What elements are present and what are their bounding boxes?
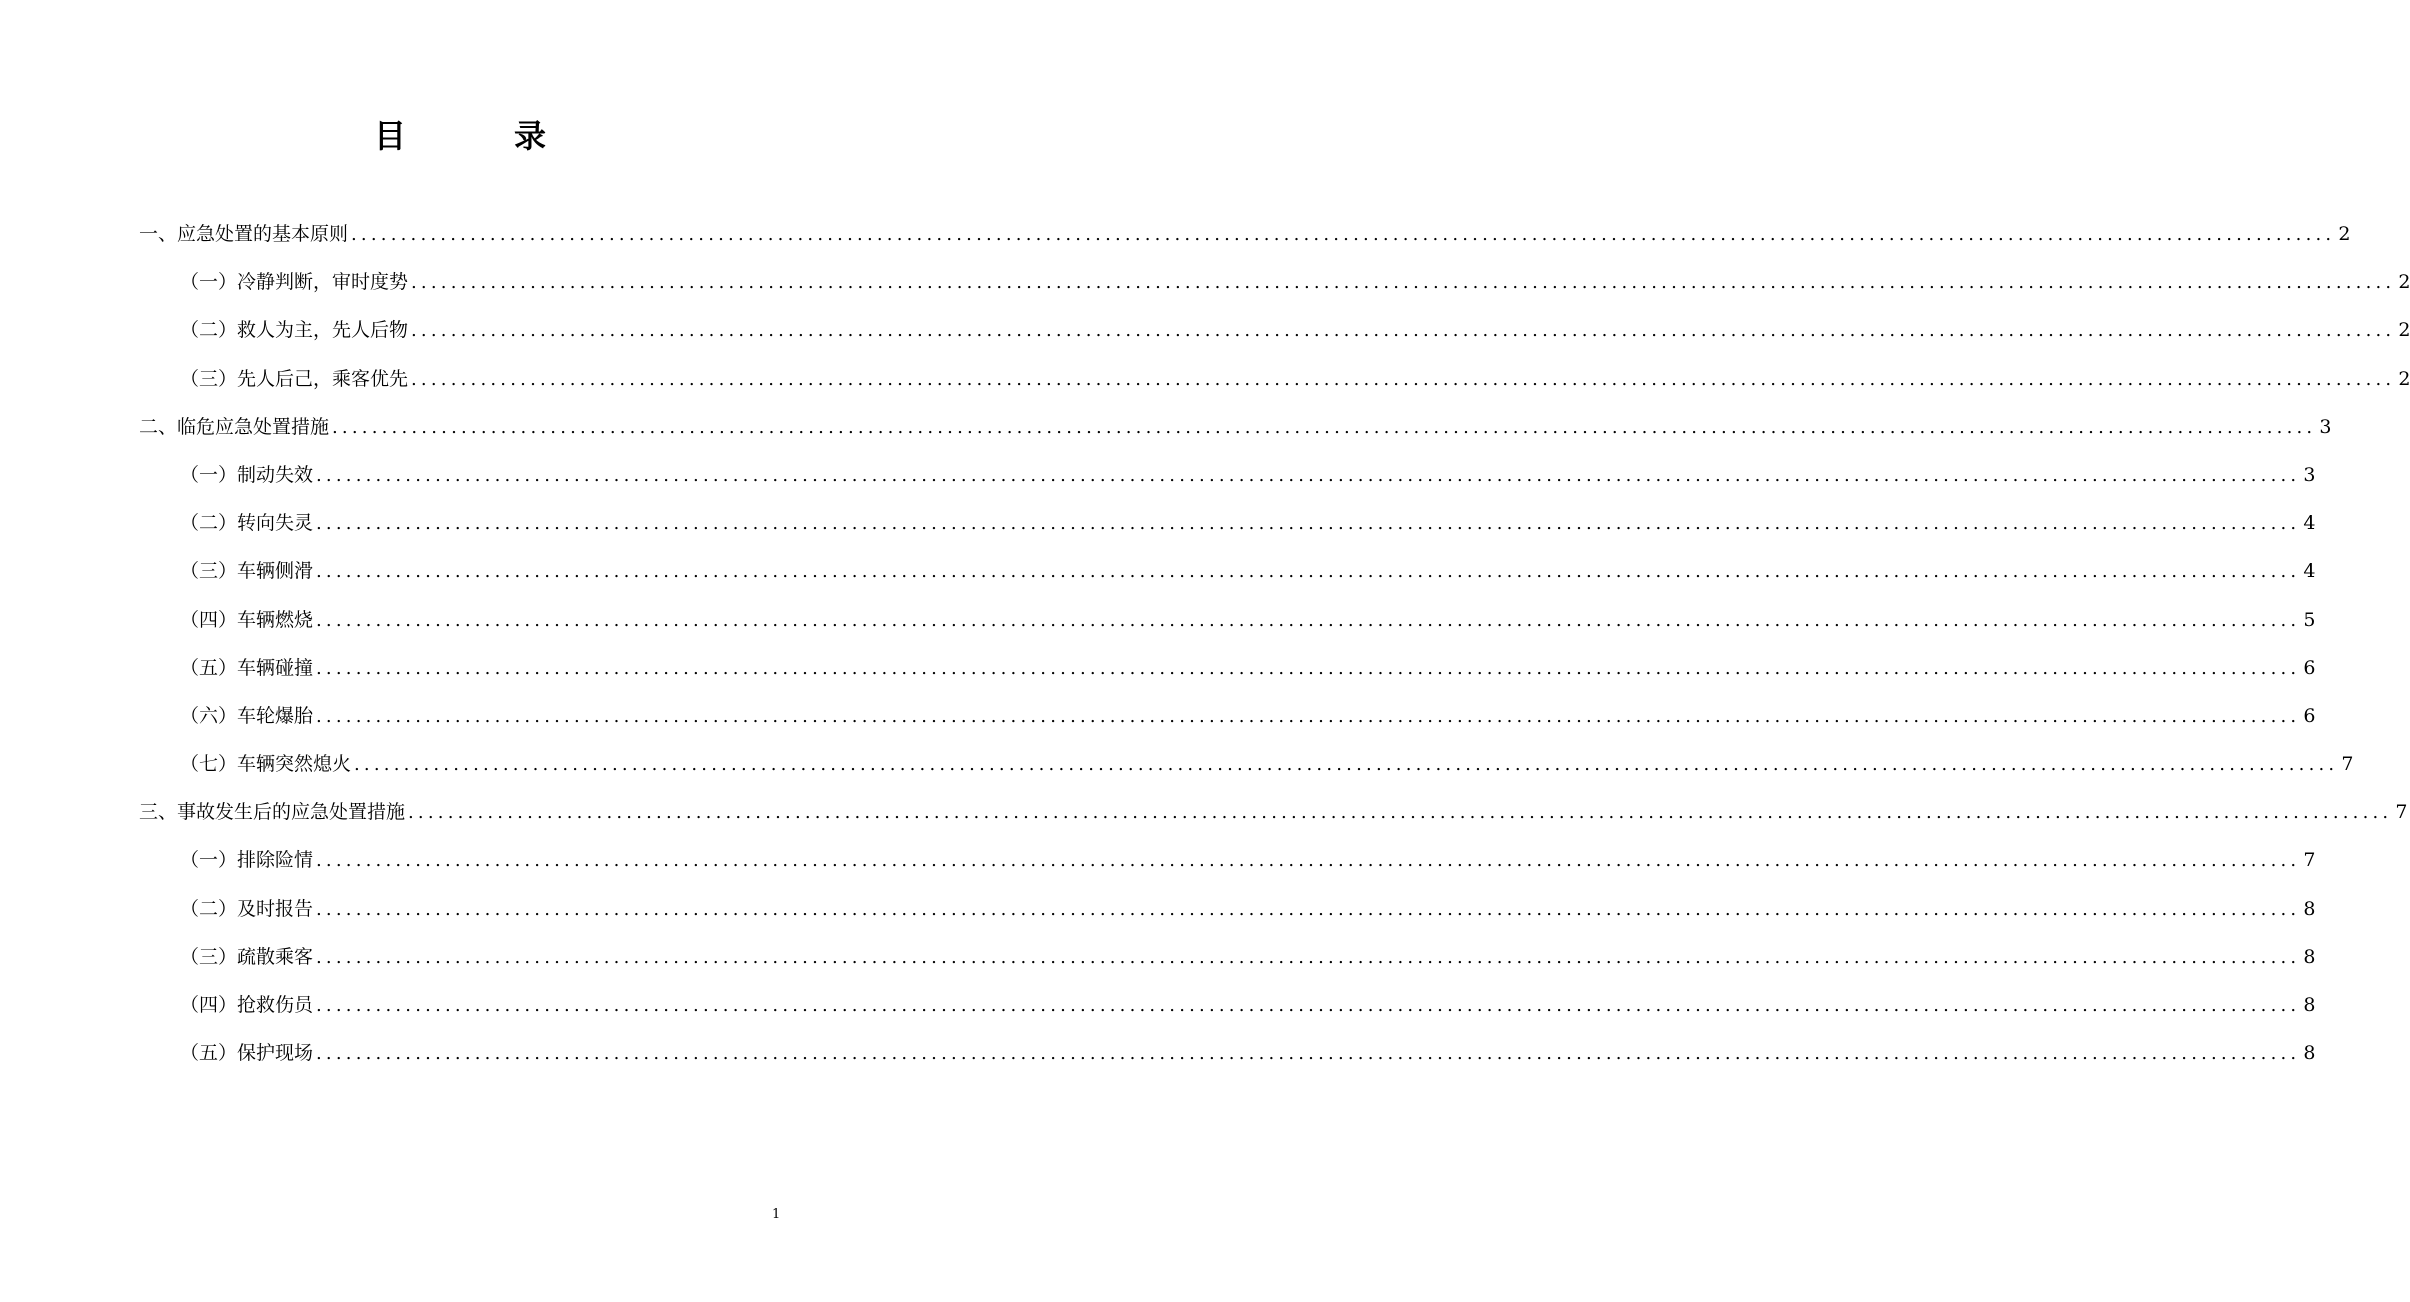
toc-entry-section-3[interactable] (0, 788, 2408, 836)
toc-entry-page: 3 (2319, 415, 2332, 438)
toc-entry-text: （一）制动失效 (180, 463, 314, 486)
toc-entry-text: （四）车辆燃烧 (180, 608, 314, 631)
toc-entry-2-2[interactable] (0, 499, 2316, 547)
toc-entry-3-5[interactable] (0, 1029, 2316, 1077)
toc-entry-page: 4 (2303, 512, 2316, 535)
dot-leader: ........................................................................................................................................................................................................ (316, 657, 2301, 679)
toc-entry-text: （二）及时报告 (180, 897, 314, 920)
dot-leader: ........................................................................................................................................................................................................ (316, 609, 2301, 631)
dot-leader: ........................................................................................................................................................................................................ (316, 946, 2301, 968)
dot-leader: ........................................................................................................................................................................................................ (316, 464, 2301, 486)
toc-entry-section-1[interactable] (0, 210, 2351, 258)
toc-entry-text: （五）保护现场 (180, 1042, 314, 1065)
toc-entry-3-1[interactable] (0, 836, 2316, 884)
page-title: 目 录 (373, 117, 584, 155)
toc-entry-page: 8 (2303, 945, 2316, 968)
dot-leader: ........................................................................................................................................................................................................ (316, 1043, 2301, 1065)
toc-entry-1-2[interactable] (0, 306, 2410, 354)
toc-entry-text: （五）车辆碰撞 (180, 656, 314, 679)
toc-entry-2-6[interactable] (0, 692, 2316, 740)
toc-entry-section-2[interactable] (0, 403, 2332, 451)
dot-leader: ........................................................................................................................................................................................................ (316, 995, 2301, 1016)
toc-entry-text: （三）疏散乘客 (180, 945, 314, 968)
page-number: 1 (772, 1207, 781, 1222)
toc-entry-text: （三）先人后己，乘客优先 (180, 367, 409, 390)
toc-entry-text: 一、应急处置的基本原则 (139, 223, 349, 245)
toc-entry-page: 6 (2303, 656, 2316, 679)
toc-entry-1-3[interactable] (0, 355, 2410, 403)
dot-leader: ........................................................................................................................................................................................................ (316, 513, 2301, 535)
toc-entry-1-1[interactable] (0, 258, 2410, 306)
toc-entry-text: （三）车辆侧滑 (180, 560, 314, 583)
toc-entry-page: 2 (2398, 319, 2410, 342)
toc-entry-text: （四）抢救伤员 (180, 994, 314, 1016)
toc-entry-page: 8 (2303, 994, 2316, 1016)
toc-entry-2-7[interactable] (0, 740, 2354, 788)
dot-leader: ........................................................................................................................................................................................................ (411, 320, 2396, 342)
toc-entry-2-3[interactable] (0, 547, 2316, 595)
table-of-contents (0, 210, 2410, 1077)
toc-entry-2-5[interactable] (0, 644, 2316, 692)
dot-leader: ........................................................................................................................................................................................................ (316, 561, 2301, 583)
toc-entry-page: 8 (2303, 897, 2316, 920)
toc-entry-3-4[interactable] (0, 981, 2316, 1029)
toc-entry-page: 7 (2395, 801, 2408, 824)
dot-leader: ........................................................................................................................................................................................................ (411, 272, 2396, 294)
toc-entry-text: （二）救人为主，先人后物 (180, 319, 409, 342)
toc-entry-page: 4 (2303, 560, 2316, 583)
toc-entry-page: 2 (2398, 271, 2410, 294)
toc-entry-3-3[interactable] (0, 933, 2316, 981)
dot-leader: ........................................................................................................................................................................................................ (332, 416, 2317, 438)
dot-leader: ........................................................................................................................................................................................................ (411, 368, 2396, 390)
toc-entry-text: 二、临危应急处置措施 (139, 415, 330, 438)
toc-entry-3-2[interactable] (0, 885, 2316, 933)
dot-leader: ........................................................................................................................................................................................................ (316, 705, 2301, 727)
toc-entry-page: 3 (2303, 463, 2316, 486)
toc-entry-page: 8 (2303, 1042, 2316, 1065)
toc-entry-text: （二）转向失灵 (180, 512, 314, 535)
toc-entry-2-1[interactable] (0, 451, 2316, 499)
toc-entry-text: （一）冷静判断，审时度势 (180, 271, 409, 294)
toc-entry-text: 三、事故发生后的应急处置措施 (139, 801, 406, 824)
toc-entry-text: （六）车轮爆胎 (180, 704, 314, 727)
toc-entry-page: 5 (2303, 608, 2316, 631)
toc-entry-page: 7 (2341, 753, 2354, 776)
toc-entry-text: （一）排除险情 (180, 849, 314, 872)
dot-leader: ........................................................................................................................................................................................................ (408, 802, 2393, 824)
toc-entry-2-4[interactable] (0, 596, 2316, 644)
dot-leader: ........................................................................................................................................................................................................ (354, 754, 2339, 776)
toc-entry-page: 2 (2338, 223, 2351, 245)
dot-leader: ........................................................................................................................................................................................................ (316, 898, 2301, 920)
dot-leader: ........................................................................................................................................................................................................ (351, 224, 2336, 245)
toc-entry-page: 7 (2303, 849, 2316, 872)
toc-entry-page: 2 (2398, 367, 2410, 390)
dot-leader: ........................................................................................................................................................................................................ (316, 850, 2301, 872)
toc-entry-page: 6 (2303, 704, 2316, 727)
toc-entry-text: （七）车辆突然熄火 (180, 753, 352, 776)
